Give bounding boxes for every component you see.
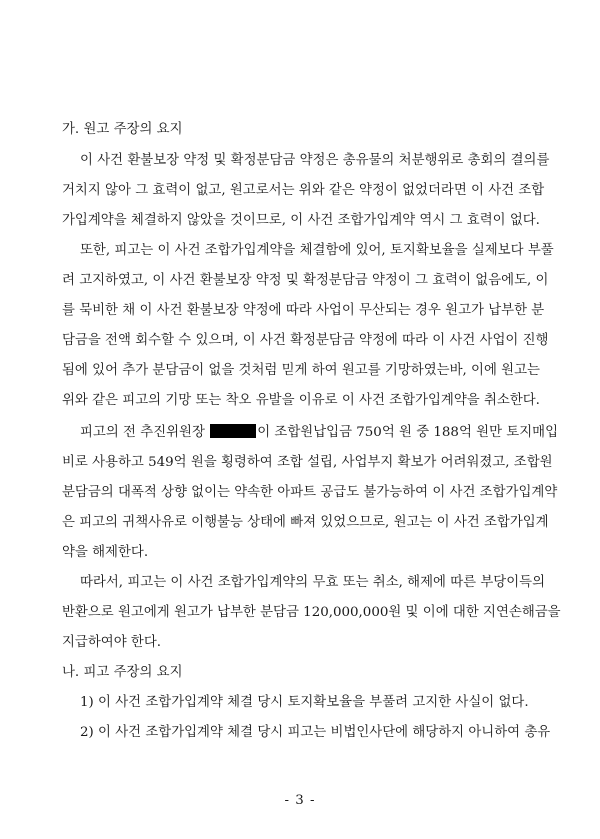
paragraph-line: 거치지 않아 그 효력이 없고, 원고로서는 위와 같은 약정이 없었더라면 이 사건 조합 bbox=[62, 183, 545, 198]
paragraph-line bbox=[80, 424, 559, 442]
paragraph-line: 반환으로 원고에게 원고가 납부한 분담금 120,000,000원 및 이에 대한 지연손해금을 bbox=[62, 605, 561, 620]
paragraph-line: 이 사건 환불보장 약정 및 확정분담금 약정은 총유물의 처분행위로 총회의 결의를 bbox=[80, 153, 550, 168]
paragraph-line: 약을 해제한다. bbox=[62, 545, 149, 560]
page-number: - 3 - bbox=[284, 793, 316, 808]
paragraph-line: 를 묵비한 채 이 사건 환불보장 약정에 따라 사업이 무산되는 경우 원고가 납부한 분 bbox=[62, 303, 545, 318]
paragraph-line: 또한, 피고는 이 사건 조합가입계약을 체결함에 있어, 토지확보율을 실제보다 부풀 bbox=[80, 243, 554, 258]
list-item: 2) 이 사건 조합가입계약 체결 당시 피고는 비법인사단에 해당하지 아니하여 총유 bbox=[80, 725, 551, 740]
redaction-box bbox=[210, 424, 256, 438]
paragraph-line: 려 고지하였고, 이 사건 환불보장 약정 및 확정분담금 약정이 그 효력이 없음에도, 이 bbox=[62, 273, 549, 288]
list-item: 1) 이 사건 조합가입계약 체결 당시 토지확보율을 부풀려 고지한 사실이 없다. bbox=[80, 695, 529, 710]
paragraph-line: 지급하여야 한다. bbox=[62, 635, 162, 650]
paragraph-line: 따라서, 피고는 이 사건 조합가입계약의 무효 또는 취소, 해제에 따른 부당이득의 bbox=[80, 575, 546, 590]
paragraph-line: 됨에 있어 추가 분담금이 없을 것처럼 믿게 하여 원고를 기망하였는바, 이에 원고는 bbox=[62, 363, 540, 378]
text-fragment: 이 조합원납입금 750억 원 중 188억 원만 토지매입 bbox=[257, 425, 559, 440]
heading-defendant-claim: 나. 피고 주장의 요지 bbox=[62, 665, 183, 680]
text-fragment: 피고의 전 추진위원장 bbox=[80, 425, 205, 440]
paragraph-line: 담금을 전액 회수할 수 있으며, 이 사건 확정분담금 약정에 따라 이 사건 사업이 진행 bbox=[62, 333, 549, 348]
paragraph-line: 분담금의 대폭적 상향 없이는 약속한 아파트 공급도 불가능하여 이 사건 조합가입계약 bbox=[62, 485, 558, 500]
paragraph-line: 가입계약을 체결하지 않았을 것이므로, 이 사건 조합가입계약 역시 그 효력이 없다. bbox=[62, 213, 540, 228]
paragraph-line: 비로 사용하고 549억 원을 횡령하여 조합 설립, 사업부지 확보가 어려워졌고, 조합원 bbox=[62, 455, 553, 470]
heading-plaintiff-claim: 가. 원고 주장의 요지 bbox=[62, 122, 183, 137]
paragraph-line: 위와 같은 피고의 기망 또는 착오 유발을 이유로 이 사건 조합가입계약을 취소한다. bbox=[62, 393, 540, 408]
paragraph-line: 은 피고의 귀책사유로 이행불능 상태에 빠져 있었으므로, 원고는 이 사건 조합가입계 bbox=[62, 515, 549, 530]
